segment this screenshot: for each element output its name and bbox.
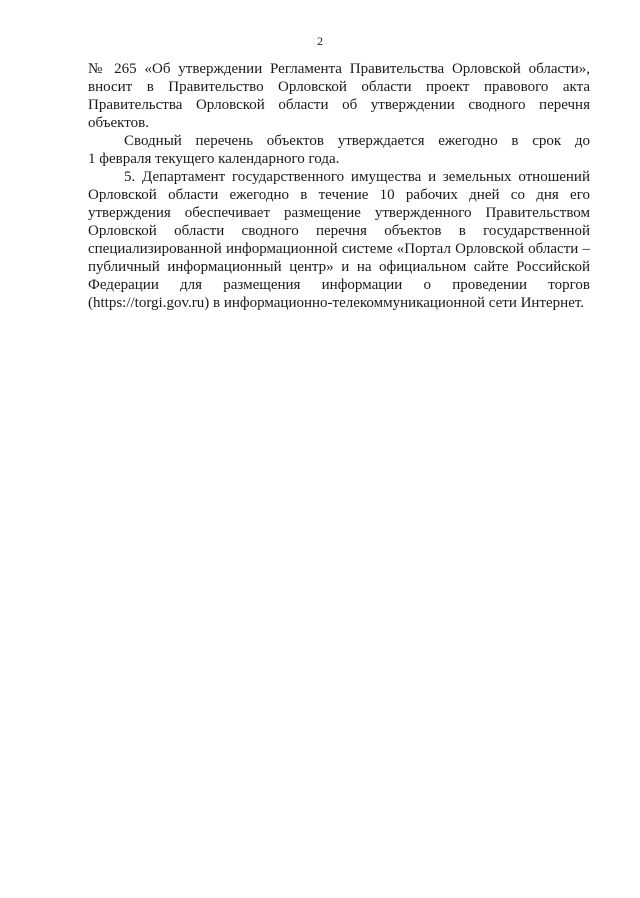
document-body — [88, 60, 590, 312]
text-line: Орловской области сводного перечня объектов в государственной — [88, 223, 590, 239]
text-line: Федерации для размещения информации о проведении торгов — [88, 277, 590, 293]
text-line: Сводный перечень объектов утверждается ежегодно в срок до — [124, 133, 590, 149]
text-line: специализированной информационной системе «Портал Орловской области – — [88, 241, 590, 257]
text-line: 1 февраля текущего календарного года. — [88, 151, 340, 167]
paragraph-item-5 — [88, 168, 590, 312]
text-line: 5. Департамент государственного имущества и земельных отношений — [124, 169, 590, 185]
text-line: (https://torgi.gov.ru) в информационно-телекоммуникационной сети Интернет. — [88, 295, 585, 311]
paragraph-summary-deadline — [88, 132, 590, 168]
text-line: № 265 «Об утверждении Регламента Правительства Орловской области», — [88, 61, 590, 77]
page-number: 2 — [317, 34, 323, 48]
paragraph-continuation — [88, 60, 590, 132]
text-line: объектов. — [88, 115, 149, 131]
text-line: Правительства Орловской области об утверждении сводного перечня — [88, 97, 590, 113]
text-line: утверждения обеспечивает размещение утвержденного Правительством — [88, 205, 590, 221]
text-line: Орловской области ежегодно в течение 10 рабочих дней со дня его — [88, 187, 590, 203]
text-line: публичный информационный центр» и на официальном сайте Российской — [88, 259, 590, 275]
text-line: вносит в Правительство Орловской области проект правового акта — [88, 79, 590, 95]
